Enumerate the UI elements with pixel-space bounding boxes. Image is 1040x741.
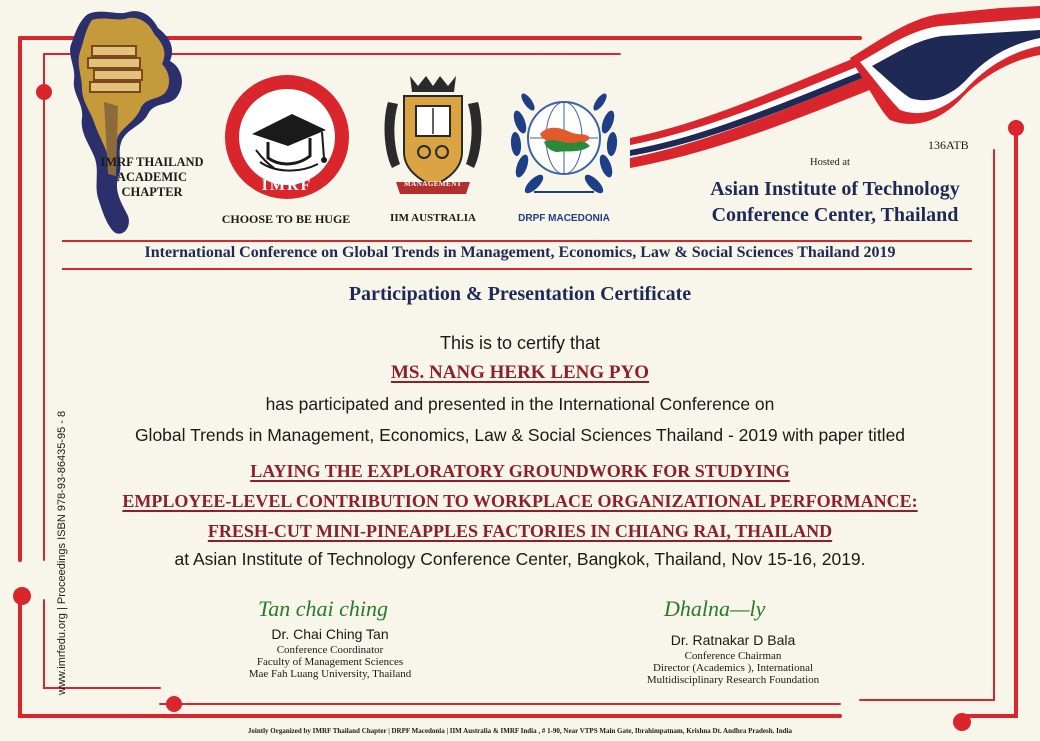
signatory-left-name: Dr. Chai Ching Tan bbox=[271, 626, 389, 642]
footer-organizers: Jointly Organized by IMRF Thailand Chapter | DRPF Macedonia | IIM Australia & IMRF India , # 1-90, Near VTPS Main Gate, Ibrahimpatnam, Krishna Dt. Andhra Pradesh. India bbox=[247, 727, 793, 735]
title-rule-top bbox=[62, 240, 972, 242]
drpf-logo bbox=[504, 72, 624, 202]
certify-line: This is to certify that bbox=[439, 333, 601, 353]
signatory-right-org2: Multidisciplinary Research Foundation bbox=[646, 674, 820, 686]
body-line-1: has participated and presented in the International Conference on bbox=[265, 394, 775, 414]
signatory-right bbox=[598, 632, 868, 686]
venue-line: at Asian Institute of Technology Conference Center, Bangkok, Thailand, Nov 15-16, 2019. bbox=[174, 549, 866, 569]
recipient-name: MS. NANG HERK LENG PYO bbox=[390, 362, 650, 383]
certificate-id: 136ATB bbox=[928, 138, 969, 152]
chapter-line3: CHAPTER bbox=[121, 185, 183, 199]
signatory-left-org1: Faculty of Management Sciences bbox=[256, 656, 404, 668]
signatory-right-org1: Director (Academics ), International bbox=[652, 662, 814, 674]
paper-title bbox=[60, 456, 980, 546]
recipient-wrap bbox=[260, 362, 780, 384]
hosted-at-label: Hosted at bbox=[810, 157, 850, 168]
chapter-line2: ACADEMIC bbox=[116, 170, 188, 184]
certificate-title: Participation & Presentation Certificate bbox=[348, 283, 692, 305]
thailand-map-logo bbox=[58, 6, 188, 241]
host-venue bbox=[660, 176, 1010, 228]
chapter-line1: IMRF THAILAND bbox=[100, 155, 204, 169]
conference-title: International Conference on Global Trends in Management, Economics, Law & Social Sciences Thailand 2019 bbox=[144, 244, 896, 261]
paper-title-line3: FRESH-CUT MINI-PINEAPPLES FACTORIES IN CHIANG RAI, THAILAND bbox=[207, 521, 833, 541]
paper-title-line1: LAYING THE EXPLORATORY GROUNDWORK FOR STUDYING bbox=[250, 461, 790, 481]
imrf-word: IMRF bbox=[261, 177, 313, 194]
chapter-label bbox=[92, 155, 212, 200]
signatory-left-role: Conference Coordinator bbox=[276, 644, 384, 656]
iim-banner: MANAGEMENT bbox=[404, 180, 462, 188]
iim-caption: IIM AUSTRALIA bbox=[390, 212, 476, 224]
side-isbn-text: www.imrfedu.org | Proceedings ISBN 978-93-86435-95 - 8 bbox=[56, 410, 68, 695]
host-line1: Asian Institute of Technology bbox=[710, 178, 960, 200]
signatory-right-name: Dr. Ratnakar D Bala bbox=[670, 632, 796, 648]
body-line-2: Global Trends in Management, Economics, Law & Social Sciences Thailand - 2019 with paper titled bbox=[134, 425, 906, 445]
host-line2: Conference Center, Thailand bbox=[711, 204, 959, 226]
title-rule-bottom bbox=[62, 268, 972, 270]
drpf-caption: DRPF MACEDONIA bbox=[518, 213, 610, 224]
paper-title-line2: EMPLOYEE-LEVEL CONTRIBUTION TO WORKPLACE ORGANIZATIONAL PERFORMANCE: bbox=[122, 491, 918, 511]
signature-right: Dhalna—ly bbox=[664, 596, 766, 621]
imrf-caption: CHOOSE TO BE HUGE bbox=[221, 212, 351, 226]
flag-ribbon bbox=[630, 6, 1040, 168]
signatory-left-org2: Mae Fah Luang University, Thailand bbox=[248, 668, 412, 680]
signature-left: Tan chai ching bbox=[258, 596, 388, 621]
signatory-left bbox=[215, 626, 445, 680]
signatory-right-role: Conference Chairman bbox=[684, 650, 782, 662]
